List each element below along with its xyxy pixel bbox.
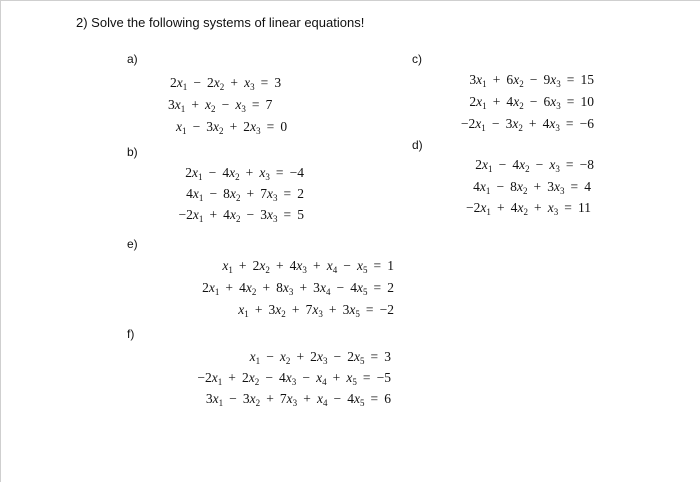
equation-e-3: $x_1 + 3x_2 + 7x_3 + 3x_5 = -2$ (238, 302, 394, 319)
equation-d-2: $4x_1 - 8x_2 + 3x_3 = 4$ (473, 179, 591, 196)
equation-e-2: $2x_1 + 4x_2 + 8x_3 + 3x_4 - 4x_5 = 2$ (202, 280, 394, 297)
label-c: c) (412, 52, 422, 66)
label-f: f) (127, 327, 135, 341)
equation-f-2: $-2x_1 + 2x_2 - 4x_3 - x_4 + x_5 = -5$ (197, 370, 391, 387)
equation-c-1: $3x_1 + 6x_2 - 9x_3 = 15$ (469, 72, 594, 89)
equation-e-1: $x_1 + 2x_2 + 4x_3 + x_4 - x_5 = 1$ (222, 258, 394, 275)
label-e: e) (127, 237, 138, 251)
equation-c-3: $-2x_1 - 3x_2 + 4x_3 = -6$ (460, 116, 594, 133)
equation-a-1: $2x_1 - 2x_2 + x_3 = 3$ (170, 75, 282, 92)
question-title: 2) Solve the following systems of linear equations! (76, 15, 365, 30)
equation-b-2: $4x_1 - 8x_2 + 7x_3 = 2$ (186, 186, 304, 203)
page-border-top (0, 0, 700, 1)
equation-d-3: $-2x_1 + 4x_2 + x_3 = 11$ (466, 200, 591, 217)
equation-f-1: $x_1 - x_2 + 2x_3 - 2x_5 = 3$ (249, 349, 391, 366)
equation-b-3: $-2x_1 + 4x_2 - 3x_3 = 5$ (178, 207, 304, 224)
equation-a-2: $3x_1 + x_2 - x_3 = 7$ (168, 97, 273, 114)
equation-f-3: $3x_1 - 3x_2 + 7x_3 + x_4 - 4x_5 = 6$ (205, 391, 391, 408)
label-d: d) (412, 138, 423, 152)
equation-a-3: $x_1 - 3x_2 + 2x_3 = 0$ (176, 119, 288, 136)
label-b: b) (127, 145, 138, 159)
equation-b-1: $2x_1 - 4x_2 + x_3 = -4$ (185, 165, 304, 182)
equation-d-1: $2x_1 - 4x_2 - x_3 = -8$ (475, 157, 594, 174)
page-border-left (0, 0, 1, 482)
label-a: a) (127, 52, 138, 66)
equation-c-2: $2x_1 + 4x_2 - 6x_3 = 10$ (469, 94, 594, 111)
